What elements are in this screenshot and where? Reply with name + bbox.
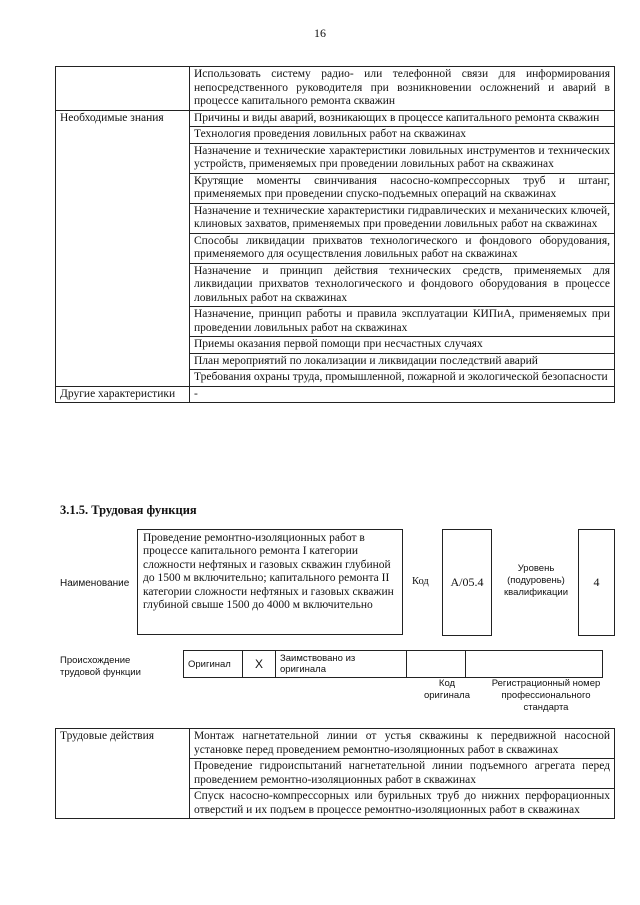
- table-row: [184, 651, 603, 678]
- labor-actions-table: [55, 728, 615, 819]
- row-value: План мероприятий по локализации и ликвидации последствий аварий: [190, 353, 615, 370]
- row-value: Назначение и технические характеристики ловильных инструментов и технических устройств, применяемых при проведении ловильных работ на скважинах: [190, 143, 615, 173]
- row-value: Крутящие моменты свинчивания насосно-компрессорных труб и штанг, применяемых при проведении спуско-подъемных операций на скважинах: [190, 173, 615, 203]
- page-number: 16: [314, 26, 326, 40]
- original-mark: X: [243, 651, 276, 678]
- origin-table: [183, 650, 603, 678]
- row-value: Способы ликвидации прихватов технологического и фондового оборудования, применяемого для осуществления ловильных работ на скважинах: [190, 233, 615, 263]
- name-label: Наименование: [60, 578, 130, 589]
- row-value: Назначение и принцип действия технических средств, применяемых для ликвидации прихватов технологического и фондового оборудования в процессе ловильных работ на скважинах: [190, 263, 615, 307]
- table-row: [56, 67, 615, 111]
- section-title: 3.1.5. Трудовая функция: [60, 503, 197, 517]
- row-label: Необходимые знания: [56, 110, 190, 386]
- code-label: Код: [412, 576, 429, 587]
- table-row: [56, 729, 615, 759]
- row-value: Спуск насосно-компрессорных или бурильных труб до нижних перфорационных отверстий и их подъем в процессе ремонтно-изоляционных работ в скважинах: [190, 789, 615, 819]
- original-label: Оригинал: [184, 651, 243, 678]
- function-name-box: Проведение ремонтно-изоляционных работ в процессе капитального ремонта I категории сложности нефтяных и газовых скважин глубиной до 1500 м включительно; капитального ремонта II категории сложности нефтяных и газовых скважин глубиной свыше 1500 до 4000 м включительно: [137, 529, 403, 635]
- row-value: -: [190, 386, 615, 403]
- knowledge-table: [55, 66, 615, 403]
- borrowed-label: Заимствовано из оригинала: [276, 651, 407, 678]
- level-label: Уровень (подуровень) квалификации: [503, 563, 569, 598]
- row-value: Технология проведения ловильных работ на скважинах: [190, 127, 615, 144]
- row-value: Назначение и технические характеристики гидравлических и механических ключей, клиновых захватов, применяемых при проведении ловильных работ на скважинах: [190, 203, 615, 233]
- row-value: Использовать систему радио- или телефонной связи для информирования непосредственного руководителя при возникновении осложнений и аварий в процессе капитального ремонта скважин: [190, 67, 615, 111]
- row-value: Приемы оказания первой помощи при несчастных случаях: [190, 337, 615, 354]
- level-value-box: 4: [578, 529, 615, 636]
- table-row: [56, 386, 615, 403]
- row-label: Трудовые действия: [56, 729, 190, 819]
- code-original-label: Код оригинала: [423, 678, 470, 701]
- row-value: Назначение, принцип работы и правила эксплуатации КИПиА, применяемых при проведении ловильных работ на скважинах: [190, 307, 615, 337]
- row-value: Проведение гидроиспытаний нагнетательной линии подъемного агрегата перед проведением ремонтно-изоляционных работ в скважинах: [190, 759, 615, 789]
- row-value: Причины и виды аварий, возникающих в процессе капитального ремонта скважин: [190, 110, 615, 127]
- row-label: [56, 67, 190, 111]
- reg-number-label: Регистрационный номер профессионального стандарта: [491, 678, 601, 713]
- row-value: Требования охраны труда, промышленной, пожарной и экологической безопасности: [190, 370, 615, 387]
- origin-label: Происхождение трудовой функции: [60, 655, 141, 678]
- reg-number-cell: [466, 651, 603, 678]
- table-row: [56, 110, 615, 127]
- code-value-box: A/05.4: [442, 529, 492, 636]
- row-label: Другие характеристики: [56, 386, 190, 403]
- row-value: Монтаж нагнетательной линии от устья скважины к передвижной насосной установке перед проведением ремонтно-изоляционных работ в скважинах: [190, 729, 615, 759]
- code-original-cell: [407, 651, 466, 678]
